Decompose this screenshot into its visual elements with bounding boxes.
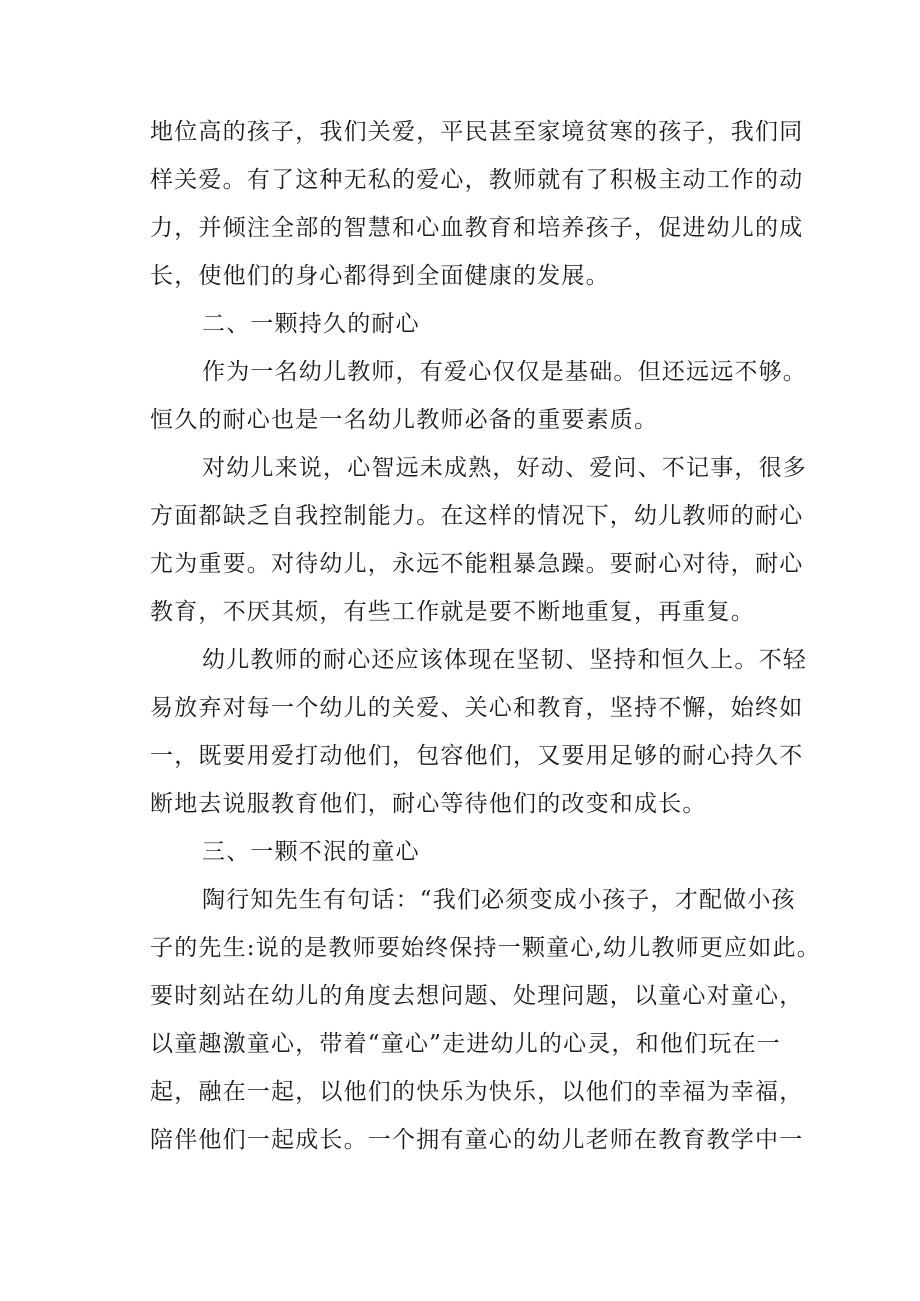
- text-line: 陶行知先生有句话：“我们必须变成小孩子，才配做小孩: [202, 887, 796, 913]
- text-line: 断地去说服教育他们，耐心等待他们的改变和成长。: [150, 791, 707, 817]
- text-line: 作为一名幼儿教师，有爱心仅仅是基础。但还远远不够。: [202, 359, 807, 385]
- text-line: 易放弃对每一个幼儿的关爱、关心和教育，坚持不懈，始终如: [150, 695, 804, 721]
- text-line: 一，既要用爱打动他们，包容他们，又要用足够的耐心持久不: [150, 743, 804, 769]
- text-line: 幼儿教师的耐心还应该体现在坚韧、坚持和恒久上。不轻: [202, 647, 807, 673]
- text-line: 恒久的耐心也是一名幼儿教师必备的重要素质。: [150, 407, 659, 433]
- text-line: 样关爱。有了这种无私的爱心，教师就有了积极主动工作的动: [150, 167, 804, 193]
- text-line: 尤为重要。对待幼儿，永远不能粗暴急躁。要耐心对待，耐心: [150, 551, 804, 577]
- section-heading: 三、一颗不泯的童心: [202, 839, 420, 865]
- text-line: 长，使他们的身心都得到全面健康的发展。: [150, 263, 610, 289]
- text-line: 起，融在一起，以他们的快乐为快乐，以他们的幸福为幸福，: [150, 1079, 804, 1105]
- text-line: 地位高的孩子，我们关爱，平民甚至家境贫寒的孩子，我们同: [150, 119, 804, 145]
- text-line: 对幼儿来说，心智远未成熟，好动、爱问、不记事，很多: [202, 455, 807, 481]
- text-line: 子的先生:说的是教师要始终保持一颗童心,幼儿教师更应如此。: [150, 935, 821, 961]
- text-line: 方面都缺乏自我控制能力。在这样的情况下，幼儿教师的耐心: [150, 503, 804, 529]
- section-heading: 二、一颗持久的耐心: [202, 311, 420, 337]
- text-line: 以童趣激童心，带着“童心”走进幼儿的心灵，和他们玩在一: [150, 1031, 781, 1057]
- text-line: 力，并倾注全部的智慧和心血教育和培养孩子，促进幼儿的成: [150, 215, 804, 241]
- text-line: 陪伴他们一起成长。一个拥有童心的幼儿老师在教育教学中一: [150, 1127, 804, 1153]
- text-line: 要时刻站在幼儿的角度去想问题、处理问题，以童心对童心，: [150, 983, 804, 1009]
- text-line: 教育，不厌其烦，有些工作就是要不断地重复，再重复。: [150, 599, 755, 625]
